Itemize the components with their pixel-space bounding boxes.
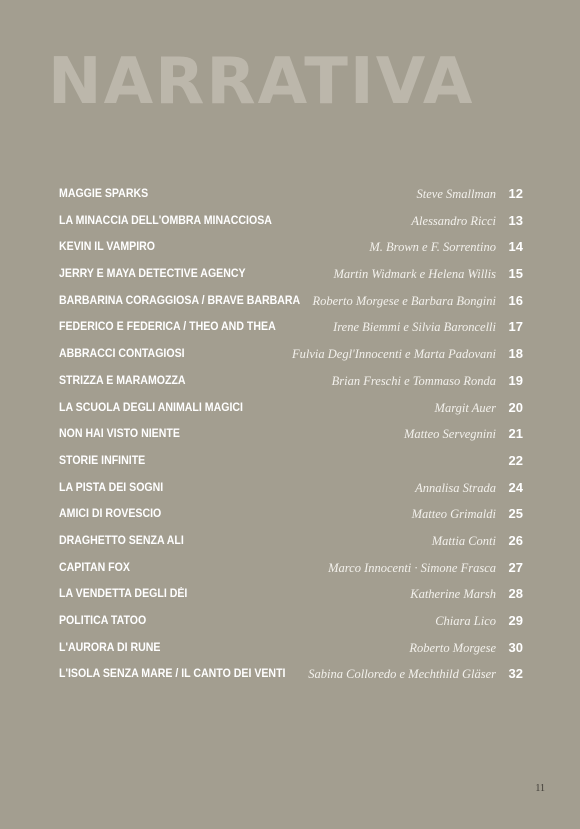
toc-entry[interactable] [59,662,533,689]
toc-entry[interactable] [59,609,533,636]
toc-entry-author: Brian Freschi e Tommaso Ronda [331,373,496,388]
toc-entry-page-number: 19 [508,372,523,388]
toc-entry-page-number: 32 [508,666,523,682]
toc-entry[interactable] [59,476,533,503]
table-of-contents [59,182,533,689]
toc-entry-page-number: 17 [508,319,523,335]
toc-entry[interactable] [59,209,533,236]
toc-entry-author: Chiara Lico [435,614,496,628]
toc-entry-title: NON HAI VISTO NIENTE [59,428,180,441]
toc-entry-title: MAGGIE SPARKS [59,188,149,200]
toc-entry-author: Fulvia Degl'Innocenti e Marta Padovani [291,347,496,362]
toc-entry-title: LA SCUOLA DEGLI ANIMALI MAGICI [59,401,243,414]
toc-entry[interactable] [59,422,533,449]
toc-entry-title: STRIZZA E MARAMOZZA [59,374,186,387]
toc-entry-page-number: 24 [508,479,523,495]
toc-entry-author: Steve Smallman [416,187,496,201]
toc-entry-title: STORIE INFINITE [59,454,146,467]
toc-entry-title: L'ISOLA SENZA MARE / IL CANTO DEI VENTI [59,668,286,681]
toc-entry-page-number: 30 [508,639,523,655]
toc-entry[interactable] [59,502,533,529]
toc-entry-author: Alessandro Ricci [411,213,496,228]
toc-entry[interactable] [59,315,533,342]
toc-entry-title: CAPITAN FOX [59,561,130,574]
toc-entry-page-number: 29 [508,613,523,628]
toc-entry-page-number: 15 [508,266,523,282]
toc-entry-title: BARBARINA CORAGGIOSA / BRAVE BARBARA [59,294,301,307]
toc-entry-title: KEVIN IL VAMPIRO [59,241,156,254]
toc-entry[interactable] [59,289,533,316]
toc-entry-title: AMICI DI ROVESCIO [59,508,162,521]
toc-entry[interactable] [59,262,533,289]
toc-entry[interactable] [59,529,533,556]
toc-entry-page-number: 16 [508,292,523,308]
toc-entry-title: L'AURORA DI RUNE [59,641,161,654]
toc-entry-page-number: 20 [508,399,523,415]
page-number: 11 [535,783,545,794]
toc-entry-page-number: 13 [508,212,523,228]
toc-entry[interactable] [59,396,533,423]
toc-entry-title: LA VENDETTA DEGLI DÈI [59,588,188,601]
toc-entry-page-number: 25 [508,506,523,522]
toc-entry[interactable] [59,182,533,209]
toc-entry-author: Annalisa Strada [415,480,496,495]
toc-entry-title: FEDERICO E FEDERICA / THEO AND THEA [59,321,276,334]
toc-entry-author: Sabina Colloredo e Mechthild Gläser [308,667,496,682]
toc-entry-page-number: 14 [508,239,523,255]
toc-entry[interactable] [59,449,533,476]
toc-entry-author: Matteo Grimaldi [411,507,496,522]
toc-entry[interactable] [59,235,533,262]
toc-entry[interactable] [59,582,533,609]
toc-entry-page-number: 12 [508,186,523,201]
toc-entry-title: ABBRACCI CONTAGIOSI [59,348,185,361]
toc-entry-page-number: 22 [508,452,523,468]
toc-entry[interactable] [59,556,533,583]
toc-entry-page-number: 21 [508,426,523,442]
toc-entry[interactable] [59,636,533,663]
toc-entry-title: POLITICA TATOO [59,615,147,627]
toc-entry-author: Marco Innocenti · Simone Frasca [328,560,496,575]
toc-entry-page-number: 27 [508,559,523,575]
toc-entry-title: JERRY E MAYA DETECTIVE AGENCY [59,268,246,281]
page-title: NARRATIVA [48,45,475,119]
toc-entry[interactable] [59,369,533,396]
toc-entry-author: M. Brown e F. Sorrentino [369,240,496,255]
toc-entry-title: LA PISTA DEI SOGNI [59,481,164,494]
toc-entry-author: Margit Auer [434,400,496,415]
toc-entry-title: DRAGHETTO SENZA ALI [59,534,184,547]
toc-entry-author: Roberto Morgese e Barbara Bongini [312,293,496,308]
toc-entry-author: Katherine Marsh [410,587,496,602]
toc-entry-author: Roberto Morgese [409,640,496,655]
toc-entry-title: LA MINACCIA DELL'OMBRA MINACCIOSA [59,214,272,227]
toc-entry-author: Irene Biemmi e Silvia Baroncelli [333,320,496,335]
toc-entry-page-number: 18 [508,346,523,362]
toc-entry-page-number: 26 [508,532,523,548]
toc-entry-author: Martin Widmark e Helena Willis [333,267,496,282]
toc-entry-author: Matteo Servegnini [404,427,496,442]
toc-entry-author: Mattia Conti [431,533,496,548]
toc-entry-page-number: 28 [508,586,523,602]
toc-entry[interactable] [59,342,533,369]
